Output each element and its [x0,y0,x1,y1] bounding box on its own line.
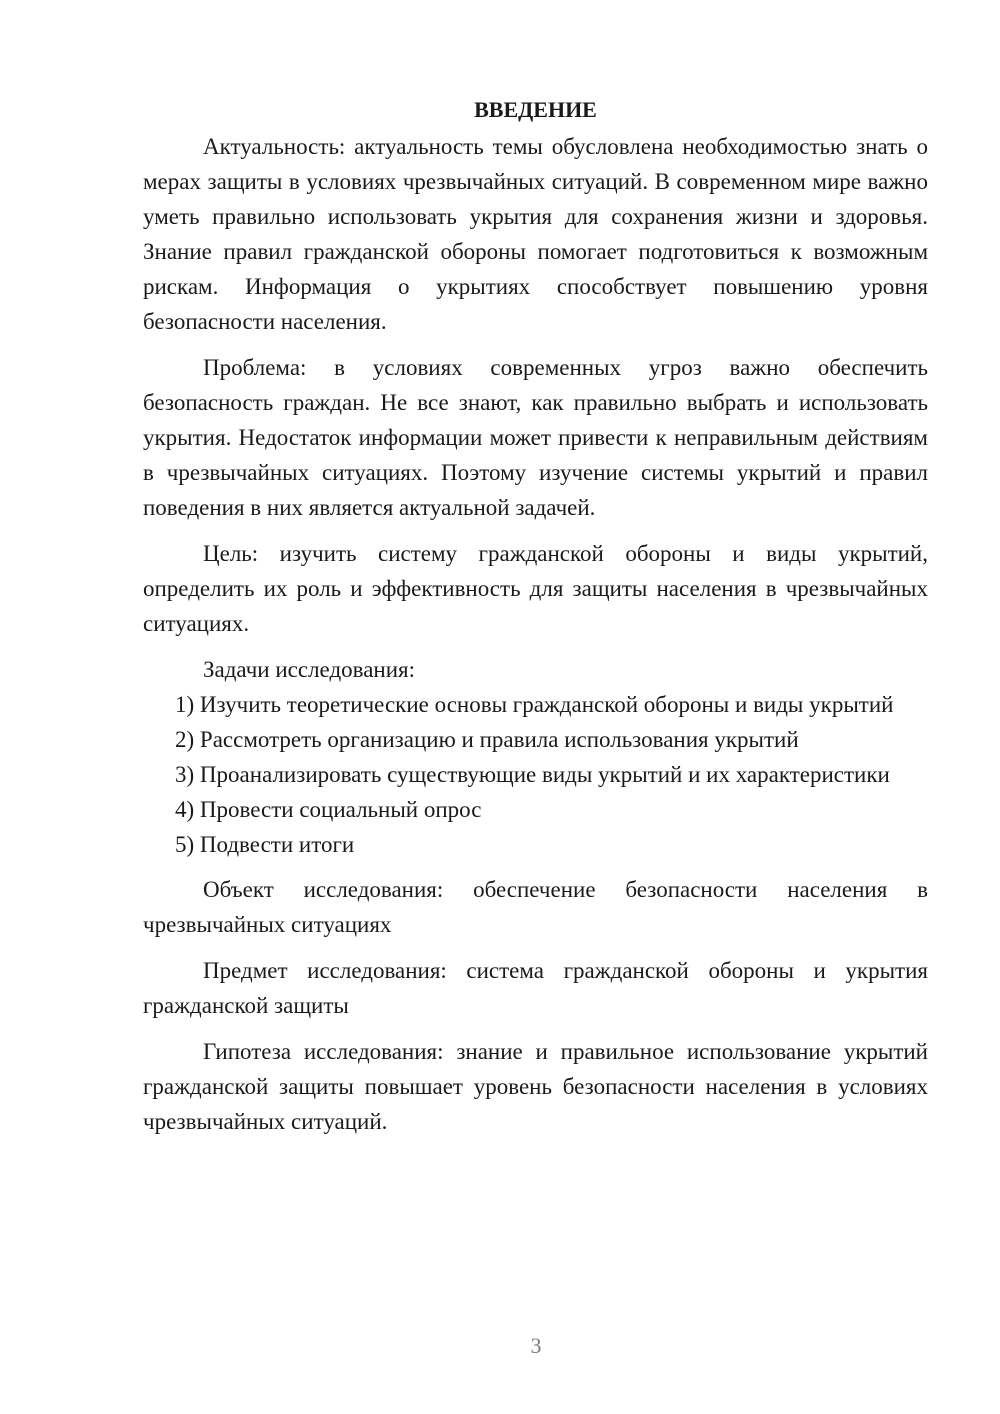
page-number: 3 [530,1333,542,1358]
problem-paragraph: Проблема: в условиях современных угроз важно обеспечить безопасность граждан. Не все знают, как правильно выбрать и использовать укрытия. Недостаток информации может привести к неправильным действиям в чрезвычайных ситуациях. Поэтому изучение системы укрытий и правил поведения в них является актуальной задачей. [143,355,928,520]
task-item-5: 5) Подвести итоги [175,832,355,857]
document-body [143,92,928,1139]
task-item-3: 3) Проанализировать существующие виды укрытий и их характеристики [175,762,890,787]
relevance-paragraph: Актуальность: актуальность темы обусловлена необходимостью знать о мерах защиты в условиях чрезвычайных ситуаций. В современном мире важно уметь правильно использовать укрытия для сохранения жизни и здоровья. Знание правил гражданской обороны помогает подготовиться к возможным рискам. Информация о укрытиях способствует повышению уровня безопасности населения. [143,134,928,334]
goal-paragraph: Цель: изучить систему гражданской обороны и виды укрытий, определить их роль и эффективность для защиты населения в чрезвычайных ситуациях. [143,541,928,636]
tasks-heading: Задачи исследования: [203,657,416,682]
task-item-4: 4) Провести социальный опрос [175,797,482,822]
object-paragraph: Объект исследования: обеспечение безопасности населения в чрезвычайных ситуациях [143,877,928,937]
task-item-1: 1) Изучить теоретические основы гражданской обороны и виды укрытий [175,692,894,717]
subject-paragraph: Предмет исследования: система гражданской обороны и укрытия гражданской защиты [143,958,928,1018]
task-item-2: 2) Рассмотреть организацию и правила использования укрытий [175,727,799,752]
page-title: ВВЕДЕНИЕ [474,97,597,122]
hypothesis-paragraph: Гипотеза исследования: знание и правильное использование укрытий гражданской защиты повышает уровень безопасности населения в условиях чрезвычайных ситуаций. [143,1039,928,1134]
